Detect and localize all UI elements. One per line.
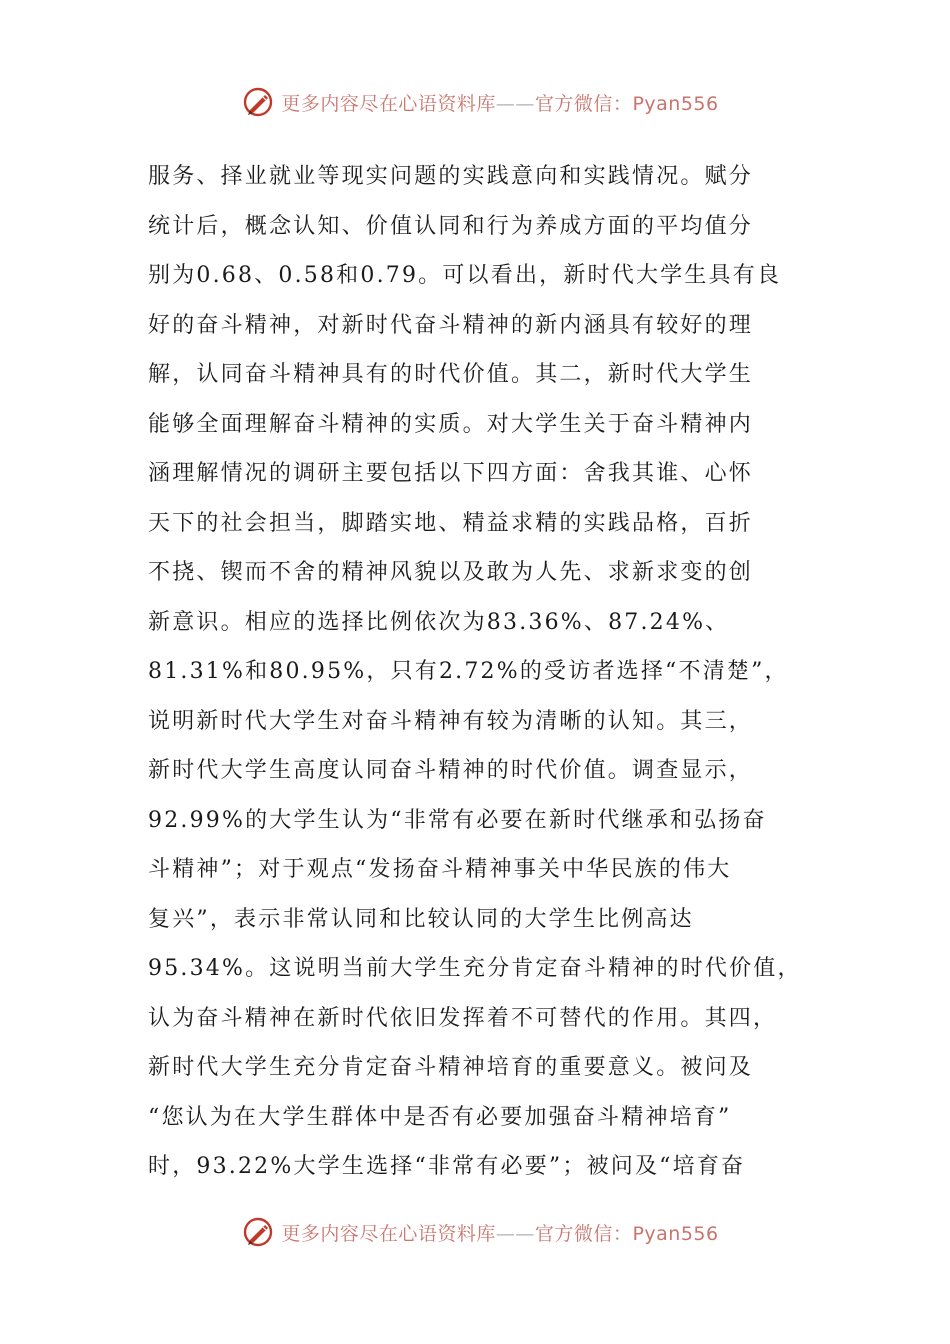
- body-line: 81.31%和80.95%，只有2.72%的受访者选择“不清楚”，: [148, 659, 789, 684]
- body-line: 服务、择业就业等现实问题的实践意向和实践情况。赋分: [148, 164, 754, 189]
- header-dash: ——: [495, 92, 535, 115]
- body-line: 好的奋斗精神，对新时代奋斗精神的新内涵具有较好的理: [148, 312, 754, 338]
- footer-banner-content: [241, 1215, 718, 1249]
- body-line: 统计后，概念认知、价值认同和行为养成方面的平均值分: [148, 213, 754, 239]
- body-line: 斗精神”；对于观点“发扬奋斗精神事关中华民族的伟大: [148, 857, 732, 882]
- footer-site-name: 更多内容尽在心语资料库: [281, 1222, 496, 1245]
- header-banner-content: [241, 85, 718, 119]
- footer-contact-label: 官方微信：: [534, 1222, 633, 1245]
- header-contact-handle: Pyan556: [632, 92, 719, 115]
- body-line: 复兴”，表示非常认同和比较认同的大学生比例高达: [148, 906, 694, 932]
- pen-circle-logo-icon: [241, 1215, 275, 1249]
- footer-contact-handle: Pyan556: [632, 1222, 719, 1245]
- body-line: 别为0.68、0.58和0.79。可以看出，新时代大学生具有良: [148, 263, 782, 288]
- header-banner-text: [281, 89, 718, 116]
- header-site-name: 更多内容尽在心语资料库: [281, 92, 496, 115]
- body-line: 认为奋斗精神在新时代依旧发挥着不可替代的作用。其四，: [148, 1005, 778, 1031]
- header-contact-label: 官方微信：: [534, 92, 633, 115]
- header-banner: [0, 82, 950, 122]
- body-line: 解，认同奋斗精神具有的时代价值。其二，新时代大学生: [148, 362, 754, 387]
- body-line: 不挠、锲而不舍的精神风貌以及敢为人先、求新求变的创: [148, 560, 754, 585]
- body-line: 说明新时代大学生对奋斗精神有较为清晰的认知。其三，: [148, 708, 754, 734]
- body-line: 能够全面理解奋斗精神的实质。对大学生关于奋斗精神内: [148, 411, 754, 437]
- body-line: 新时代大学生高度认同奋斗精神的时代价值。调查显示，: [148, 758, 754, 783]
- footer-dash: ——: [495, 1222, 535, 1245]
- body-line: “您认为在大学生群体中是否有必要加强奋斗精神培育”: [148, 1104, 732, 1130]
- body-line: 95.34%。这说明当前大学生充分肯定奋斗精神的时代价值，: [148, 956, 802, 981]
- body-line: 天下的社会担当，脚踏实地、精益求精的实践品格，百折: [148, 510, 754, 536]
- body-line: 92.99%的大学生认为“非常有必要在新时代继承和弘扬奋: [148, 807, 767, 833]
- document-body: [148, 152, 818, 1192]
- body-line: 涵理解情况的调研主要包括以下四方面：舍我其谁、心怀: [148, 461, 754, 486]
- body-line: 时，93.22%大学生选择“非常有必要”；被问及“培育奋: [148, 1154, 746, 1179]
- footer-banner: [0, 1212, 950, 1252]
- body-line: 新时代大学生充分肯定奋斗精神培育的重要意义。被问及: [148, 1055, 754, 1080]
- footer-banner-text: [281, 1219, 718, 1246]
- pen-circle-logo-icon: [241, 85, 275, 119]
- body-line: 新意识。相应的选择比例依次为83.36%、87.24%、: [148, 609, 730, 635]
